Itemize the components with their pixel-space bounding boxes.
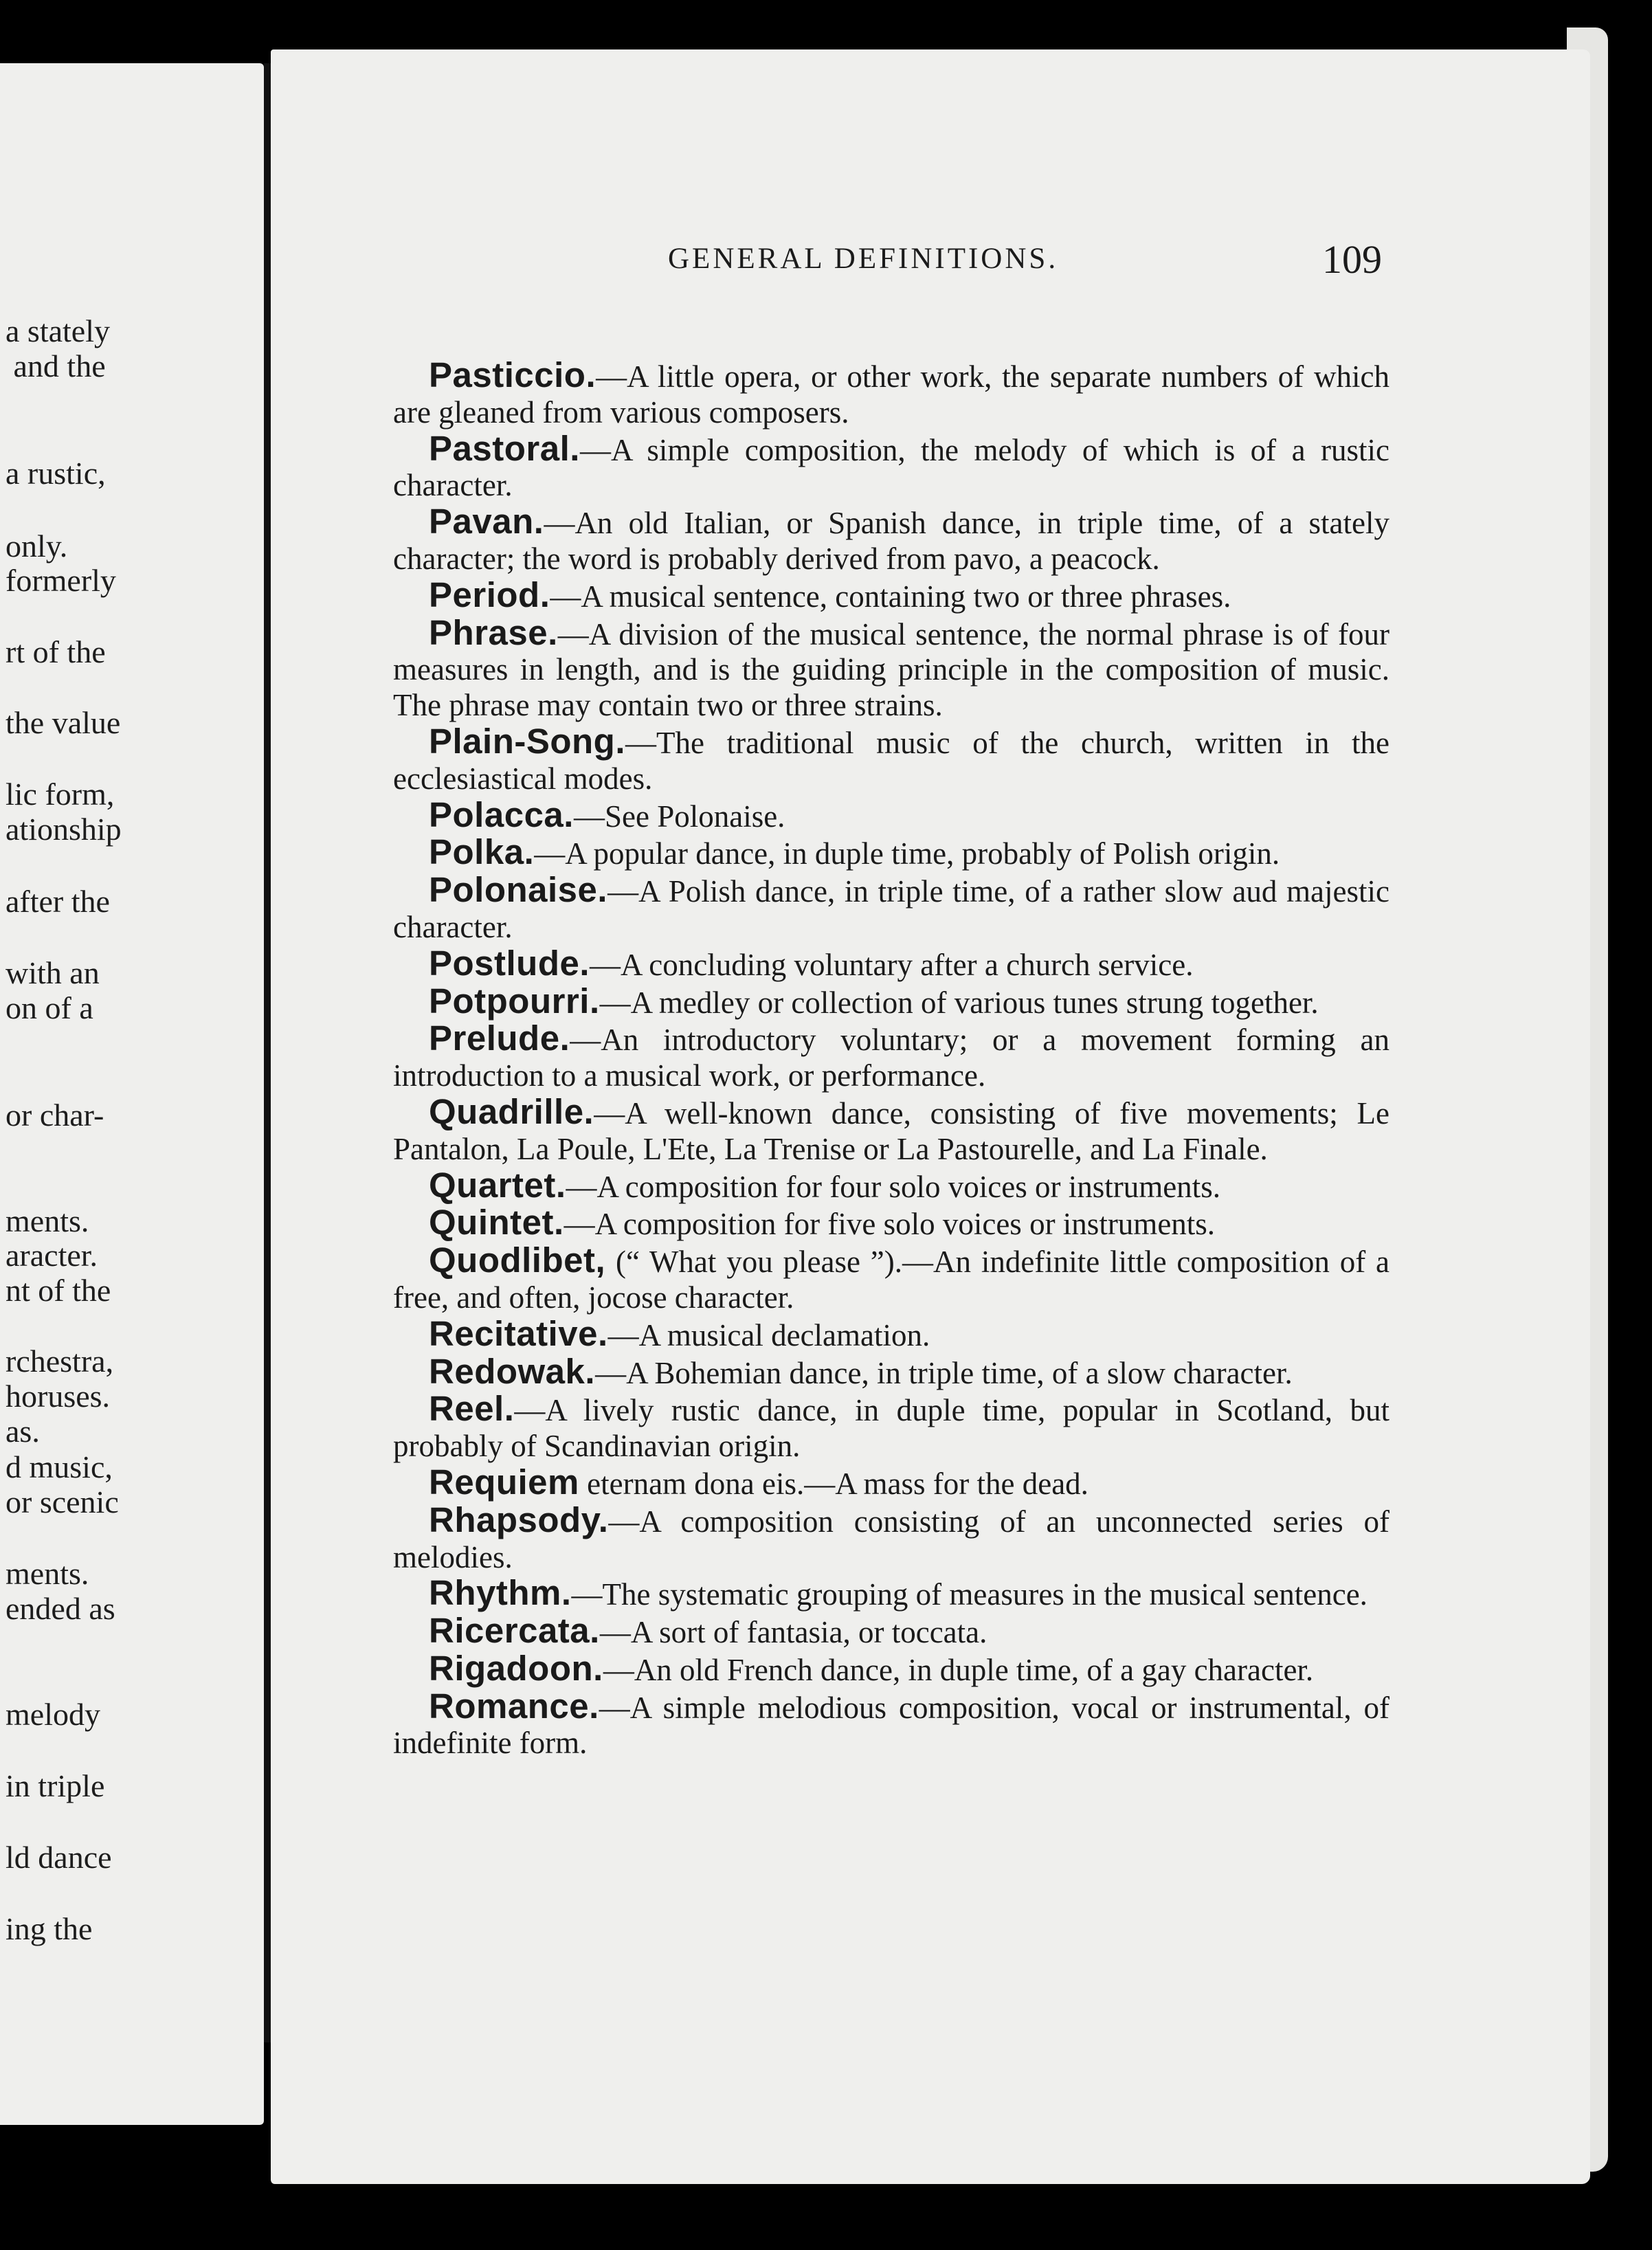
definition-term: Potpourri. — [429, 981, 600, 1021]
definition-text: —See Polonaise. — [573, 799, 785, 834]
definition-entry — [393, 612, 1389, 724]
left-page-text-fragment: formerly — [5, 563, 116, 598]
definition-entry — [393, 1391, 1389, 1464]
definition-text: —A composition for four solo voices or instruments. — [566, 1169, 1220, 1204]
definition-text: —An old Italian, or Spanish dance, in triple time, of a stately character; the word is probably derived from pavo, a peacock. — [393, 506, 1389, 576]
definition-entry — [393, 428, 1389, 504]
definition-entry — [393, 1613, 1389, 1651]
definition-term: Pavan. — [429, 502, 544, 542]
definition-entry — [393, 983, 1389, 1021]
left-page-text-fragment: or char- — [5, 1098, 104, 1133]
definition-text: —A well-known dance, consisting of five movements; Le Pantalon, La Poule, L'Ete, La Trenise or La Pastourelle, and La Finale. — [393, 1095, 1389, 1166]
left-page-text-fragment: a stately — [5, 313, 110, 348]
left-page-text-fragment: lic form, — [5, 777, 115, 812]
left-page-text-fragment: ld dance — [5, 1840, 112, 1875]
definition-list — [393, 357, 1389, 1761]
definition-text: —A Polish dance, in triple time, of a rather slow aud majestic character. — [393, 874, 1389, 944]
left-page-text-fragment: with an — [5, 955, 100, 990]
definition-entry — [393, 357, 1389, 431]
definition-term: Polonaise. — [429, 870, 608, 910]
definition-term: Quartet. — [429, 1165, 566, 1205]
definition-term: Polka. — [429, 832, 535, 872]
definition-entry — [393, 872, 1389, 946]
left-page-text-fragment: or scenic — [5, 1484, 119, 1519]
definition-entry — [393, 1648, 1389, 1689]
right-page — [271, 49, 1590, 2184]
definition-term: Redowak. — [429, 1351, 596, 1391]
definition-term: Requiem — [429, 1462, 579, 1502]
definition-term: Quintet. — [429, 1203, 564, 1243]
left-page-text-fragment: d music, — [5, 1449, 113, 1484]
definition-term: Romance. — [429, 1686, 599, 1726]
definition-text: —The traditional music of the church, written in the ecclesiastical modes. — [393, 725, 1389, 796]
definition-text: —A medley or collection of various tunes strung together. — [599, 985, 1319, 1020]
left-page-text-fragment: on of a — [5, 990, 93, 1025]
definition-entry — [393, 834, 1389, 872]
definition-term: Pasticcio. — [429, 355, 596, 394]
definition-entry — [393, 794, 1389, 835]
definition-term: Period. — [429, 575, 550, 614]
definition-term: Prelude. — [429, 1018, 570, 1058]
definition-text: —A musical sentence, containing two or three phrases. — [550, 579, 1231, 614]
definition-text: eternam dona eis.—A mass for the dead. — [579, 1466, 1089, 1501]
left-page-text-fragment: ationship — [5, 812, 122, 847]
definition-term: Reel. — [429, 1389, 515, 1429]
left-page-text-fragment: ments. — [5, 1203, 89, 1238]
definition-text: —A concluding voluntary after a church service. — [590, 947, 1194, 982]
definition-entry — [393, 943, 1389, 983]
definition-term: Recitative. — [429, 1313, 608, 1353]
definition-term: Quodlibet, — [429, 1240, 606, 1280]
definition-text: —A simple composition, the melody of which is of a rustic character. — [393, 432, 1389, 503]
left-page-text-fragment: and the — [5, 348, 106, 383]
left-page-text-fragment: a rustic, — [5, 456, 106, 491]
definition-text: —A little opera, or other work, the separate numbers of which are gleaned from various composers. — [393, 359, 1389, 430]
definition-text: —A popular dance, in duple time, probably of Polish origin. — [534, 836, 1280, 871]
left-page-text-fragment: ing the — [5, 1911, 93, 1946]
definition-text: —A composition for five solo voices or instruments. — [563, 1207, 1216, 1242]
left-page-text-fragment: ended as — [5, 1591, 115, 1626]
definition-text: —A composition consisting of an unconnected series of melodies. — [393, 1504, 1389, 1574]
left-page-text-fragment: rchestra, — [5, 1344, 114, 1379]
definition-text: —A Bohemian dance, in triple time, of a slow character. — [595, 1355, 1293, 1390]
left-page-text-fragment: after the — [5, 884, 110, 919]
definition-entry — [393, 1091, 1389, 1168]
definition-term: Plain-Song. — [429, 721, 625, 761]
definition-term: Rhapsody. — [429, 1500, 609, 1539]
definition-text: —A musical declamation. — [607, 1317, 930, 1352]
definition-entry — [393, 1240, 1389, 1316]
definition-text: —An introductory voluntary; or a movement forming an introduction to a musical work, or performance. — [393, 1023, 1389, 1093]
definition-term: Phrase. — [429, 612, 558, 652]
definition-text: —A simple melodious composition, vocal or instrumental, of indefinite form. — [393, 1690, 1389, 1761]
left-page-text-fragment: ments. — [5, 1556, 89, 1591]
definition-term: Postlude. — [429, 943, 590, 983]
definition-term: Rigadoon. — [429, 1648, 603, 1688]
page-number: 109 — [1322, 237, 1382, 282]
page-header — [271, 237, 1590, 297]
definition-text: —A sort of fantasia, or toccata. — [599, 1615, 987, 1650]
left-page-text-fragment: as. — [5, 1414, 40, 1449]
left-page-text-fragment: horuses. — [5, 1379, 111, 1414]
definition-entry — [393, 577, 1389, 615]
definition-entry — [393, 1575, 1389, 1613]
definition-entry — [393, 1018, 1389, 1094]
definition-entry — [393, 1313, 1389, 1354]
definition-text: —The systematic grouping of measures in the musical sentence. — [571, 1577, 1368, 1612]
definition-entry — [393, 1464, 1389, 1502]
definition-text: —A division of the musical sentence, the normal phrase is of four measures in length, and is the guiding principle in the composition of music. The phrase may contain two or three strains. — [393, 616, 1389, 723]
definition-text: (“ What you please ”).—An indefinite little composition of a free, and often, jocose character. — [393, 1245, 1389, 1315]
definition-text: —An old French dance, in duple time, of a gay character. — [603, 1652, 1314, 1687]
definition-term: Ricercata. — [429, 1611, 600, 1651]
left-page-text-fragment: rt of the — [5, 634, 106, 669]
running-head: GENERAL DEFINITIONS. — [668, 243, 1059, 275]
definition-entry — [393, 504, 1389, 577]
definition-entry — [393, 1205, 1389, 1243]
left-page-text-fragment: nt of the — [5, 1273, 111, 1308]
left-page-text-fragment: the value — [5, 705, 121, 740]
definition-term: Rhythm. — [429, 1573, 572, 1613]
definition-entry — [393, 1502, 1389, 1576]
definition-term: Polacca. — [429, 794, 574, 834]
definition-text: —A lively rustic dance, in duple time, popular in Scotland, but probably of Scandinavian origin. — [393, 1393, 1389, 1464]
book-gutter — [264, 63, 271, 2042]
left-page-text-fragment: aracter. — [5, 1238, 98, 1273]
left-page-text-fragment: melody — [5, 1697, 100, 1732]
definition-entry — [393, 1351, 1389, 1392]
definition-term: Pastoral. — [429, 428, 580, 468]
definition-entry — [393, 721, 1389, 797]
left-page-text-fragment: in triple — [5, 1768, 105, 1803]
left-page — [0, 63, 264, 2125]
left-page-text-fragment: only. — [5, 528, 68, 564]
definition-entry — [393, 1686, 1389, 1762]
definition-term: Quadrille. — [429, 1091, 594, 1131]
definition-entry — [393, 1165, 1389, 1205]
